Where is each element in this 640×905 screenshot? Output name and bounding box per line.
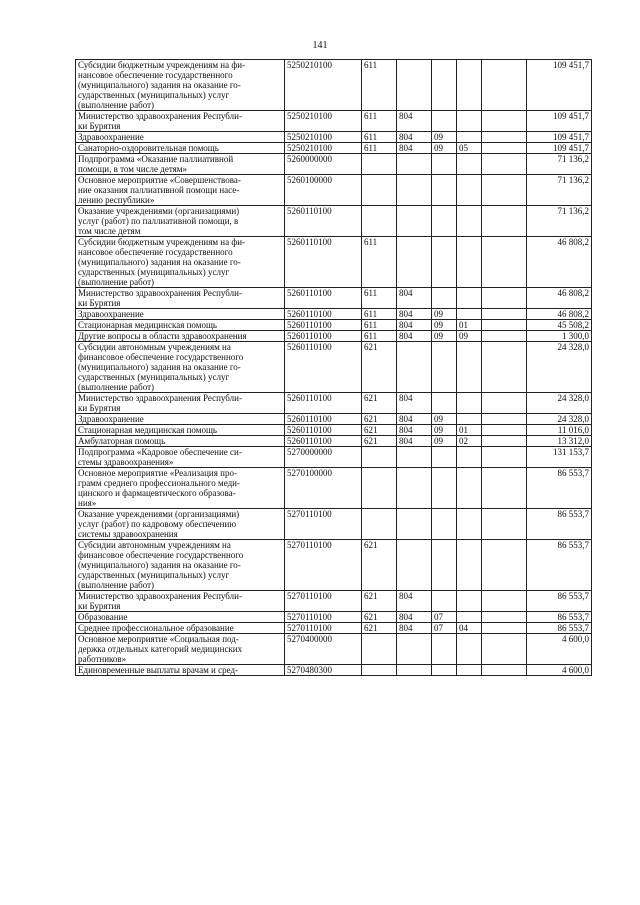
expense-type-cell: 611 xyxy=(362,143,397,154)
subsection-cell xyxy=(457,393,482,414)
section-cell: 09 xyxy=(432,143,457,154)
amount-cell: 4 600,0 xyxy=(527,634,592,665)
amount-cell: 109 451,7 xyxy=(527,111,592,132)
ministry-code-cell xyxy=(397,60,432,111)
target-article-cell: 5260110100 xyxy=(285,425,362,436)
row-name-cell: Субсидии бюджетным учреждениям на фи- нансовое обеспечение государственного (муниципального) задания на оказание го- сударственных (муниципальных) услуг (выполнение работ) xyxy=(76,60,285,111)
target-article-cell: 5260110100 xyxy=(285,237,362,288)
target-article-cell: 5270000000 xyxy=(285,447,362,468)
expense-type-cell: 611 xyxy=(362,331,397,342)
target-article-cell: 5260110100 xyxy=(285,288,362,309)
subsection-cell xyxy=(457,634,482,665)
target-article-cell: 5270480300 xyxy=(285,665,362,676)
section-cell: 09 xyxy=(432,436,457,447)
section-cell xyxy=(432,237,457,288)
row-name-cell: Подпрограмма «Кадровое обеспечение си- стемы здравоохранения» xyxy=(76,447,285,468)
target-article-cell: 5260100000 xyxy=(285,175,362,206)
empty-cell xyxy=(482,309,527,320)
ministry-code-cell: 804 xyxy=(397,309,432,320)
target-article-cell: 5260110100 xyxy=(285,206,362,237)
expense-type-cell: 621 xyxy=(362,425,397,436)
table-row xyxy=(76,665,592,676)
target-article-cell: 5260000000 xyxy=(285,154,362,175)
budget-table xyxy=(75,59,592,676)
amount-cell: 1 300,0 xyxy=(527,331,592,342)
table-row xyxy=(76,60,592,111)
ministry-code-cell: 804 xyxy=(397,393,432,414)
amount-cell: 24 328,0 xyxy=(527,342,592,393)
amount-cell: 24 328,0 xyxy=(527,414,592,425)
subsection-cell xyxy=(457,591,482,612)
table-row xyxy=(76,111,592,132)
ministry-code-cell: 804 xyxy=(397,623,432,634)
empty-cell xyxy=(482,331,527,342)
target-article-cell: 5270110100 xyxy=(285,509,362,540)
budget-table-body xyxy=(76,60,592,676)
section-cell xyxy=(432,111,457,132)
expense-type-cell: 621 xyxy=(362,540,397,591)
table-row xyxy=(76,447,592,468)
expense-type-cell: 611 xyxy=(362,111,397,132)
expense-type-cell xyxy=(362,665,397,676)
expense-type-cell xyxy=(362,175,397,206)
ministry-code-cell: 804 xyxy=(397,612,432,623)
row-name-cell: Оказание учреждениями (организациями) услуг (работ) по кадровому обеспечению системы здравоохранения xyxy=(76,509,285,540)
table-row xyxy=(76,143,592,154)
expense-type-cell: 611 xyxy=(362,237,397,288)
section-cell: 09 xyxy=(432,425,457,436)
ministry-code-cell xyxy=(397,237,432,288)
ministry-code-cell: 804 xyxy=(397,591,432,612)
row-name-cell: Стационарная медицинская помощь xyxy=(76,425,285,436)
target-article-cell: 5270110100 xyxy=(285,591,362,612)
ministry-code-cell xyxy=(397,342,432,393)
target-article-cell: 5270110100 xyxy=(285,623,362,634)
section-cell: 09 xyxy=(432,309,457,320)
amount-cell: 86 553,7 xyxy=(527,509,592,540)
table-row xyxy=(76,206,592,237)
empty-cell xyxy=(482,612,527,623)
expense-type-cell: 621 xyxy=(362,342,397,393)
expense-type-cell: 611 xyxy=(362,309,397,320)
expense-type-cell xyxy=(362,634,397,665)
amount-cell: 71 136,2 xyxy=(527,154,592,175)
subsection-cell: 04 xyxy=(457,623,482,634)
empty-cell xyxy=(482,154,527,175)
row-name-cell: Санаторно-оздоровительная помощь xyxy=(76,143,285,154)
empty-cell xyxy=(482,414,527,425)
ministry-code-cell: 804 xyxy=(397,288,432,309)
section-cell xyxy=(432,393,457,414)
section-cell: 09 xyxy=(432,132,457,143)
amount-cell: 71 136,2 xyxy=(527,175,592,206)
subsection-cell xyxy=(457,414,482,425)
table-row xyxy=(76,414,592,425)
subsection-cell xyxy=(457,509,482,540)
page-number: 141 xyxy=(312,40,328,51)
subsection-cell xyxy=(457,540,482,591)
empty-cell xyxy=(482,591,527,612)
section-cell: 07 xyxy=(432,623,457,634)
empty-cell xyxy=(482,509,527,540)
target-article-cell: 5260110100 xyxy=(285,331,362,342)
amount-cell: 86 553,7 xyxy=(527,623,592,634)
expense-type-cell: 611 xyxy=(362,132,397,143)
ministry-code-cell xyxy=(397,665,432,676)
table-row xyxy=(76,540,592,591)
subsection-cell xyxy=(457,612,482,623)
empty-cell xyxy=(482,132,527,143)
target-article-cell: 5250210100 xyxy=(285,111,362,132)
ministry-code-cell xyxy=(397,634,432,665)
target-article-cell: 5260110100 xyxy=(285,320,362,331)
row-name-cell: Основное мероприятие «Совершенствова- ние оказания паллиативной помощи насе- лению республики» xyxy=(76,175,285,206)
expense-type-cell: 621 xyxy=(362,393,397,414)
empty-cell xyxy=(482,468,527,509)
ministry-code-cell: 804 xyxy=(397,111,432,132)
amount-cell: 71 136,2 xyxy=(527,206,592,237)
subsection-cell: 09 xyxy=(457,331,482,342)
section-cell xyxy=(432,154,457,175)
empty-cell xyxy=(482,425,527,436)
ministry-code-cell: 804 xyxy=(397,414,432,425)
expense-type-cell: 621 xyxy=(362,612,397,623)
expense-type-cell xyxy=(362,447,397,468)
amount-cell: 4 600,0 xyxy=(527,665,592,676)
row-name-cell: Здравоохранение xyxy=(76,309,285,320)
ministry-code-cell xyxy=(397,447,432,468)
row-name-cell: Субсидии автономным учреждениям на финансовое обеспечение государственного (муниципального) задания на оказание го- сударственных (муниципальных) услуг (выполнение работ) xyxy=(76,342,285,393)
ministry-code-cell: 804 xyxy=(397,132,432,143)
amount-cell: 131 153,7 xyxy=(527,447,592,468)
amount-cell: 109 451,7 xyxy=(527,60,592,111)
empty-cell xyxy=(482,237,527,288)
empty-cell xyxy=(482,393,527,414)
row-name-cell: Основное мероприятие «Социальная под- держка отдельных категорий медицинских работников» xyxy=(76,634,285,665)
row-name-cell: Субсидии бюджетным учреждениям на фи- нансовое обеспечение государственного (муниципального) задания на оказание го- сударственных (муниципальных) услуг (выполнение работ) xyxy=(76,237,285,288)
section-cell xyxy=(432,206,457,237)
table-row xyxy=(76,634,592,665)
table-row xyxy=(76,591,592,612)
subsection-cell: 02 xyxy=(457,436,482,447)
table-row xyxy=(76,468,592,509)
row-name-cell: Единовременные выплаты врачам и сред- xyxy=(76,665,285,676)
ministry-code-cell xyxy=(397,206,432,237)
target-article-cell: 5260110100 xyxy=(285,414,362,425)
row-name-cell: Министерство здравоохранения Республи- ки Бурятия xyxy=(76,288,285,309)
section-cell xyxy=(432,60,457,111)
subsection-cell xyxy=(457,288,482,309)
row-name-cell: Образование xyxy=(76,612,285,623)
section-cell xyxy=(432,468,457,509)
target-article-cell: 5250210100 xyxy=(285,132,362,143)
table-row xyxy=(76,288,592,309)
subsection-cell xyxy=(457,237,482,288)
subsection-cell xyxy=(457,468,482,509)
empty-cell xyxy=(482,634,527,665)
amount-cell: 45 508,2 xyxy=(527,320,592,331)
row-name-cell: Здравоохранение xyxy=(76,132,285,143)
expense-type-cell: 621 xyxy=(362,591,397,612)
row-name-cell: Подпрограмма «Оказание паллиативной помощи, в том числе детям» xyxy=(76,154,285,175)
subsection-cell xyxy=(457,154,482,175)
row-name-cell: Министерство здравоохранения Республи- ки Бурятия xyxy=(76,393,285,414)
ministry-code-cell xyxy=(397,175,432,206)
subsection-cell xyxy=(457,175,482,206)
table-row xyxy=(76,393,592,414)
table-row xyxy=(76,154,592,175)
section-cell xyxy=(432,540,457,591)
section-cell xyxy=(432,509,457,540)
table-row xyxy=(76,612,592,623)
section-cell xyxy=(432,447,457,468)
expense-type-cell: 611 xyxy=(362,288,397,309)
target-article-cell: 5250210100 xyxy=(285,143,362,154)
empty-cell xyxy=(482,111,527,132)
expense-type-cell xyxy=(362,468,397,509)
subsection-cell xyxy=(457,111,482,132)
subsection-cell xyxy=(457,60,482,111)
expense-type-cell: 611 xyxy=(362,320,397,331)
section-cell xyxy=(432,634,457,665)
ministry-code-cell xyxy=(397,509,432,540)
subsection-cell xyxy=(457,132,482,143)
amount-cell: 46 808,2 xyxy=(527,237,592,288)
table-row xyxy=(76,509,592,540)
row-name-cell: Другие вопросы в области здравоохранения xyxy=(76,331,285,342)
row-name-cell: Министерство здравоохранения Республи- ки Бурятия xyxy=(76,591,285,612)
empty-cell xyxy=(482,342,527,393)
amount-cell: 24 328,0 xyxy=(527,393,592,414)
subsection-cell xyxy=(457,309,482,320)
empty-cell xyxy=(482,436,527,447)
subsection-cell xyxy=(457,665,482,676)
ministry-code-cell xyxy=(397,468,432,509)
empty-cell xyxy=(482,175,527,206)
table-row xyxy=(76,132,592,143)
empty-cell xyxy=(482,665,527,676)
section-cell xyxy=(432,591,457,612)
amount-cell: 46 808,2 xyxy=(527,288,592,309)
section-cell xyxy=(432,288,457,309)
row-name-cell: Основное мероприятие «Реализация про- грамм среднего профессионального меди- цинского и фармацевтического образова- ния» xyxy=(76,468,285,509)
expense-type-cell: 621 xyxy=(362,414,397,425)
ministry-code-cell xyxy=(397,154,432,175)
amount-cell: 109 451,7 xyxy=(527,132,592,143)
empty-cell xyxy=(482,288,527,309)
section-cell: 09 xyxy=(432,414,457,425)
section-cell xyxy=(432,342,457,393)
table-row xyxy=(76,320,592,331)
subsection-cell: 01 xyxy=(457,320,482,331)
target-article-cell: 5270400000 xyxy=(285,634,362,665)
section-cell xyxy=(432,665,457,676)
row-name-cell: Министерство здравоохранения Республи- ки Бурятия xyxy=(76,111,285,132)
row-name-cell: Среднее профессиональное образование xyxy=(76,623,285,634)
subsection-cell xyxy=(457,206,482,237)
expense-type-cell: 611 xyxy=(362,60,397,111)
ministry-code-cell: 804 xyxy=(397,425,432,436)
section-cell: 07 xyxy=(432,612,457,623)
target-article-cell: 5260110100 xyxy=(285,309,362,320)
table-row xyxy=(76,175,592,206)
expense-type-cell: 621 xyxy=(362,623,397,634)
amount-cell: 13 312,0 xyxy=(527,436,592,447)
row-name-cell: Субсидии автономным учреждениям на финансовое обеспечение государственного (муниципального) задания на оказание го- сударственных (муниципальных) услуг (выполнение работ) xyxy=(76,540,285,591)
table-row xyxy=(76,237,592,288)
subsection-cell xyxy=(457,342,482,393)
row-name-cell: Оказание учреждениями (организациями) услуг (работ) по паллиативной помощи, в том числе детям xyxy=(76,206,285,237)
table-row xyxy=(76,623,592,634)
ministry-code-cell: 804 xyxy=(397,331,432,342)
expense-type-cell xyxy=(362,154,397,175)
table-row xyxy=(76,342,592,393)
amount-cell: 46 808,2 xyxy=(527,309,592,320)
section-cell: 09 xyxy=(432,331,457,342)
amount-cell: 86 553,7 xyxy=(527,540,592,591)
table-row xyxy=(76,425,592,436)
row-name-cell: Амбулаторная помощь xyxy=(76,436,285,447)
target-article-cell: 5270110100 xyxy=(285,612,362,623)
target-article-cell: 5270110100 xyxy=(285,540,362,591)
ministry-code-cell: 804 xyxy=(397,436,432,447)
ministry-code-cell xyxy=(397,540,432,591)
empty-cell xyxy=(482,60,527,111)
empty-cell xyxy=(482,320,527,331)
section-cell xyxy=(432,175,457,206)
empty-cell xyxy=(482,623,527,634)
empty-cell xyxy=(482,206,527,237)
expense-type-cell xyxy=(362,509,397,540)
ministry-code-cell: 804 xyxy=(397,143,432,154)
ministry-code-cell: 804 xyxy=(397,320,432,331)
expense-type-cell xyxy=(362,206,397,237)
row-name-cell: Стационарная медицинская помощь xyxy=(76,320,285,331)
empty-cell xyxy=(482,143,527,154)
amount-cell: 86 553,7 xyxy=(527,591,592,612)
amount-cell: 11 016,0 xyxy=(527,425,592,436)
subsection-cell xyxy=(457,447,482,468)
target-article-cell: 5250210100 xyxy=(285,60,362,111)
table-row xyxy=(76,309,592,320)
table-row xyxy=(76,331,592,342)
subsection-cell: 01 xyxy=(457,425,482,436)
expense-type-cell: 621 xyxy=(362,436,397,447)
target-article-cell: 5270100000 xyxy=(285,468,362,509)
amount-cell: 109 451,7 xyxy=(527,143,592,154)
amount-cell: 86 553,7 xyxy=(527,468,592,509)
target-article-cell: 5260110100 xyxy=(285,393,362,414)
empty-cell xyxy=(482,540,527,591)
row-name-cell: Здравоохранение xyxy=(76,414,285,425)
target-article-cell: 5260110100 xyxy=(285,436,362,447)
empty-cell xyxy=(482,447,527,468)
target-article-cell: 5260110100 xyxy=(285,342,362,393)
amount-cell: 86 553,7 xyxy=(527,612,592,623)
subsection-cell: 05 xyxy=(457,143,482,154)
section-cell: 09 xyxy=(432,320,457,331)
table-row xyxy=(76,436,592,447)
